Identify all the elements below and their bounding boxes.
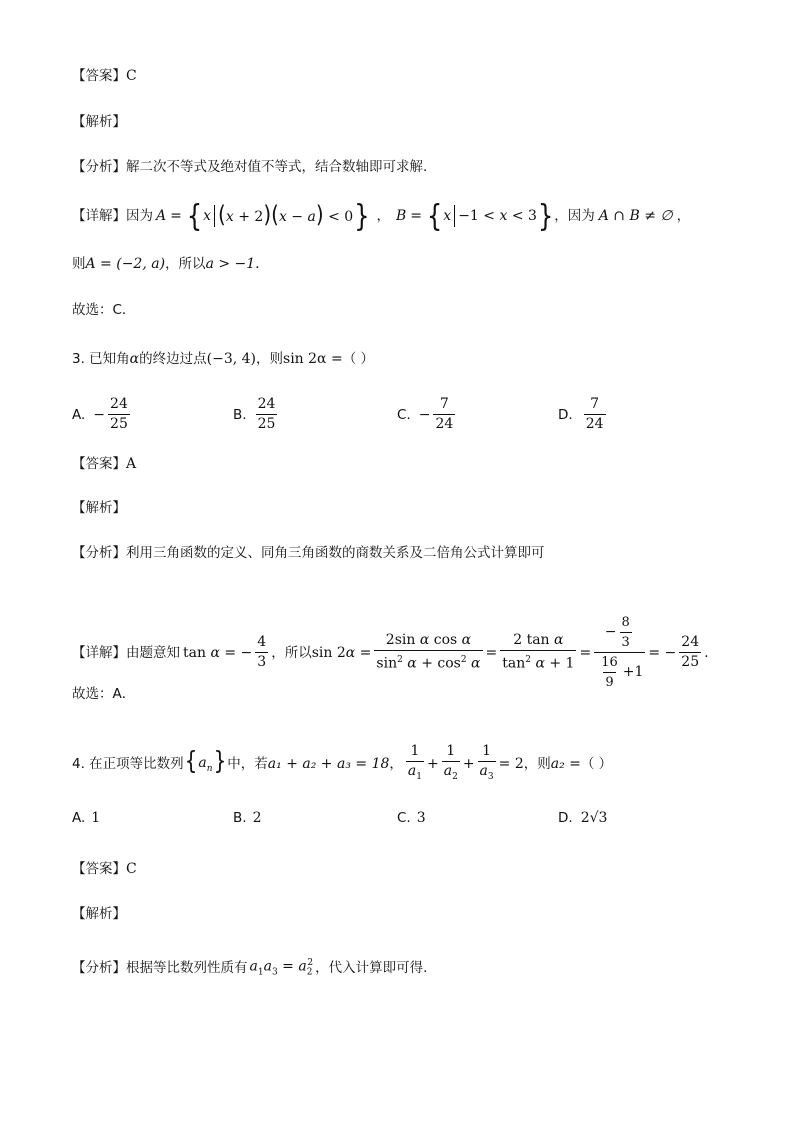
set-a-condition: (x + 2)(x − a) < 0 (218, 200, 354, 228)
q4-eq: = 2 (498, 756, 524, 773)
q3-option-b[interactable] (233, 396, 280, 433)
so-text: ，所以 (165, 256, 206, 272)
fenxi-line-1 (72, 157, 734, 177)
analysis-tag: 【解析】 (72, 500, 126, 516)
right-brace: } (354, 198, 370, 233)
choose-line-3 (72, 684, 734, 704)
detail-text1: 由题意知 (126, 644, 180, 661)
comma: ， (376, 207, 390, 224)
option-sign: − (418, 406, 431, 423)
set-bar (214, 205, 215, 227)
q4-option-b[interactable] (233, 810, 261, 826)
option-label: B. (233, 810, 247, 826)
q3-option-a[interactable] (72, 396, 133, 433)
q3-paren: （ ） (342, 351, 374, 367)
analysis-tag: 【解析】 (72, 114, 126, 130)
option-fraction (584, 396, 606, 433)
fenxi-text2: ，代入计算即可得. (315, 959, 428, 976)
q3-option-d[interactable] (558, 396, 609, 433)
fenxi-line-4 (72, 953, 734, 982)
fenxi-tag: 【分析】 (72, 959, 126, 976)
q3-stem-mid: 的终边过点 (139, 351, 207, 367)
analysis-line-4 (72, 904, 734, 924)
analysis-line-3 (72, 498, 734, 518)
q3-alpha: α (129, 351, 140, 367)
q3-expr: sin 2α = (283, 351, 343, 367)
fenxi-text1: 根据等比数列性质有 (126, 959, 248, 976)
q4-option-d[interactable] (558, 810, 607, 826)
denominator: 24 (435, 416, 454, 432)
option-value: 3 (416, 810, 426, 826)
option-fraction (108, 396, 130, 433)
tan-alpha: tan α = − (183, 644, 253, 661)
equals-sign: = − (648, 644, 677, 661)
fraction-tan: $\frac{\text{2 tan α}}{\tan^2 \alpha + 1}$ (502, 632, 575, 672)
var-x: x (443, 207, 452, 224)
option-value: 1 (91, 810, 101, 826)
detail-text2: ，所以 (271, 644, 312, 661)
intersection-condition: A ∩ B ≠ ∅ (598, 207, 673, 224)
option-label: C. (397, 810, 411, 826)
question-4-stem (72, 743, 734, 786)
option-label: C. (397, 406, 411, 423)
denominator: 25 (110, 416, 128, 432)
q4-stem-mid: 中，若 (227, 756, 268, 773)
numerator: 7 (439, 396, 449, 412)
q4-target: a₂ = (550, 756, 581, 773)
comma: ， (676, 207, 691, 224)
set-b-condition: −1 < x < 3 (458, 207, 537, 224)
sin-2alpha: sin 2α = (311, 644, 372, 661)
answer-value: A (126, 456, 137, 472)
equals-sign: = (410, 207, 423, 224)
option-label: D. (558, 810, 573, 826)
recip-a1: $\frac{1}{a_1}$ (406, 743, 424, 786)
set-b-symbol: B (395, 207, 407, 224)
q4-option-c[interactable] (397, 810, 426, 826)
equals-sign: = (485, 644, 498, 661)
denominator: 25 (257, 416, 276, 432)
numerator: 7 (590, 396, 600, 412)
choose-text: 故选：C． (72, 302, 136, 318)
analysis-tag: 【解析】 (72, 906, 126, 922)
answer-value: C (126, 861, 137, 877)
option-label: D. (558, 406, 573, 423)
option-label: A. (72, 810, 86, 826)
period: . (704, 644, 709, 661)
so-expr: a > −1. (205, 256, 260, 272)
then-expr: A = (−2, a) (85, 256, 166, 272)
answer-line-3 (72, 454, 734, 474)
question-3-stem (72, 349, 734, 369)
left-brace: { (186, 198, 203, 233)
plus: + (426, 756, 439, 773)
equals-sign: = (579, 644, 592, 661)
q3-stem-after: ，则 (256, 351, 284, 367)
answer-tag: 【答案】 (72, 456, 126, 472)
then-line (72, 254, 734, 274)
q4-paren: （ ） (580, 756, 613, 773)
choose-line-1 (72, 300, 734, 320)
answer-tag: 【答案】 (72, 861, 126, 877)
denominator: 24 (585, 416, 604, 432)
answer-value: C (126, 68, 137, 84)
q3-point: (−3, 4) (206, 351, 257, 367)
detail-because2: ，因为 (554, 207, 595, 224)
fenxi-tag: 【分析】 (72, 159, 126, 175)
option-fraction (433, 396, 455, 433)
detail-tag: 【详解】 (72, 644, 126, 661)
answer-tag: 【答案】 (72, 68, 126, 84)
option-value: 2 (252, 810, 262, 826)
right-brace: } (537, 198, 554, 233)
recip-a3: $\frac{1}{a_3}$ (478, 743, 496, 786)
detail-line-1 (72, 198, 734, 233)
q4-option-a[interactable] (72, 810, 100, 826)
equals-sign: = (170, 207, 182, 224)
option-value: 2√3 (580, 810, 608, 826)
q4-comma: ， (389, 756, 403, 773)
option-sign: − (93, 406, 106, 423)
detail-because: 因为 (126, 207, 153, 224)
fenxi-text: 利用三角函数的定义、同角三角函数的商数关系及二倍角公式计算即可 (126, 545, 545, 561)
fenxi-line-3 (72, 543, 734, 563)
var-x: x (203, 207, 212, 224)
set-a-symbol: A (156, 207, 167, 224)
option-label: B. (233, 406, 247, 423)
detail-tag: 【详解】 (72, 207, 126, 224)
q4-stem-after: ，则 (523, 756, 551, 773)
plus: + (462, 756, 475, 773)
answer-line-1 (72, 66, 734, 86)
geometric-property: $a_1a_3 = a_2^2$ (249, 958, 314, 978)
numerator: 24 (110, 396, 128, 412)
q4-sum-expr: a₁ + a₂ + a₃ = 18 (267, 756, 390, 773)
recip-a2: $\frac{1}{a_2}$ (442, 743, 460, 786)
fenxi-text: 解二次不等式及绝对值不等式，结合数轴即可求解. (126, 159, 428, 175)
answer-line-4 (72, 859, 734, 879)
detail-line-3 (72, 614, 734, 691)
analysis-line-1 (72, 112, 734, 132)
option-label: A. (72, 406, 86, 423)
choose-text: 故选：A． (72, 686, 136, 702)
q4-sequence: $\{a_n\}$ (184, 745, 227, 775)
fraction-sin-cos: $\frac{\text{2sin α cos α}}{\sin^2 \alpha + \cos^2 \alpha}$ (376, 632, 481, 672)
fenxi-tag: 【分析】 (72, 545, 126, 561)
option-fraction (256, 396, 278, 433)
q3-option-c[interactable] (397, 396, 458, 433)
then-text: 则 (72, 256, 86, 272)
q3-stem-prefix: 3. 已知角 (72, 351, 130, 367)
q4-stem-prefix: 4. 在正项等比数列 (72, 756, 184, 773)
set-bar (454, 205, 455, 227)
fraction-24-25: $\frac{24}{25}$ (681, 634, 700, 670)
fraction-4-3: $\frac{4}{3}$ (257, 634, 267, 670)
left-brace: { (427, 198, 443, 233)
fraction-compound: − $\frac{8}{3}$ $\frac{16}{9}$ +1 (594, 614, 645, 691)
numerator: 24 (257, 396, 276, 412)
